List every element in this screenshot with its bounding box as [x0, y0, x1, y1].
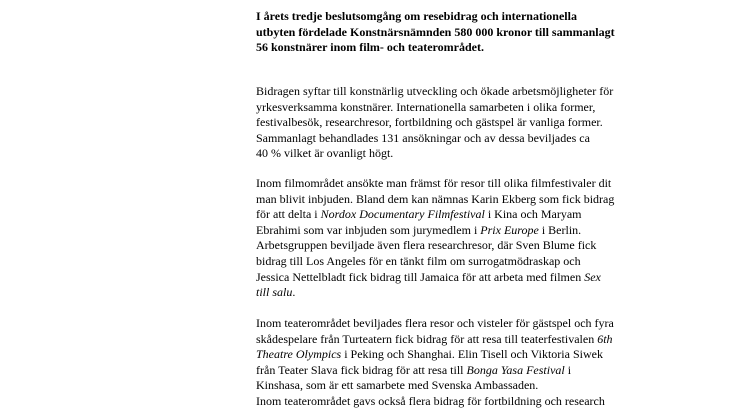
film-title: till salu — [256, 285, 293, 300]
theatre-line — [256, 332, 614, 348]
festival-title: Nordox Documentary Filmfestival — [320, 207, 485, 222]
text-run: från Teater Slava fick bidrag för att resa till — [256, 362, 467, 377]
intro-line: festivalbesök, researchresor, fortbildning och gästspel är vanliga former. — [256, 115, 603, 130]
film-paragraph — [256, 176, 614, 301]
film-line — [256, 270, 614, 286]
film-line: bidrag till Los Angeles för en tänkt film om surrogatmödraskap och — [256, 253, 581, 268]
lead-line: I årets tredje beslutsomgång om resebidrag och internationella — [256, 9, 577, 23]
theatre-line: Inom teaterområdet beviljades flera resor och visteler för gästspel och fyra — [256, 316, 614, 330]
intro-line: Sammanlagt behandlades 131 ansökningar och av dessa beviljades ca — [256, 130, 590, 145]
lead-paragraph — [256, 9, 615, 56]
text-run: i — [564, 362, 572, 377]
festival-title: Bonga Yasa Festival — [466, 362, 565, 377]
film-title: Sex — [584, 269, 601, 284]
text-run: i Kina och Maryam — [484, 207, 582, 222]
intro-paragraph — [256, 84, 613, 162]
film-line — [256, 223, 614, 239]
theatre-line: Inom teaterområdet gavs också flera bidrag för fortbildning och research — [256, 393, 605, 408]
theatre-paragraph — [256, 316, 614, 410]
festival-title: Theatre Olympics — [256, 347, 342, 362]
lead-line: 56 konstnärer inom film- och teaterområdet. — [256, 40, 484, 55]
festival-title: Prix Europe — [480, 222, 539, 237]
film-line — [256, 285, 614, 301]
film-line: Arbetsgruppen beviljade även flera researchresor, där Sven Blume fick — [256, 238, 597, 253]
film-line: Inom filmområdet ansökte man främst för resor till olika filmfestivaler dit — [256, 176, 612, 190]
text-run: . — [292, 285, 296, 300]
text-run: i Berlin. — [538, 222, 582, 237]
lead-line: utbyten fördelade Konstnärsnämnden 580 000 kronor till sammanlagt — [256, 24, 615, 39]
film-line: man blivit inbjuden. Bland dem kan nämnas Karin Ekberg som fick bidrag — [256, 191, 615, 206]
text-run: i Peking och Shanghai. Elin Tisell och Viktoria Siwek — [341, 347, 603, 362]
text-run: Jessica Nettelbladt fick bidrag till Jamaica för att arbeta med filmen — [256, 269, 585, 284]
text-run: för att delta i — [256, 207, 321, 222]
film-line — [256, 207, 614, 223]
festival-title: 6th — [597, 331, 613, 346]
theatre-line — [256, 363, 614, 379]
text-run: skådespelare från Turteatern fick bidrag för att resa till teaterfestivalen — [256, 331, 598, 346]
theatre-line: Kinshasa, som är ett samarbete med Svenska Ambassaden. — [256, 378, 539, 393]
intro-line: 40 % vilket är ovanligt högt. — [256, 146, 394, 161]
intro-line: Bidragen syftar till konstnärlig utveckling och ökade arbetsmöjligheter för — [256, 84, 614, 98]
theatre-line — [256, 347, 614, 363]
intro-line: yrkesverksamma konstnärer. Internationella samarbeten i olika former, — [256, 99, 596, 114]
text-run: Ebrahimi som var inbjuden som jurymedlem i — [256, 222, 481, 237]
